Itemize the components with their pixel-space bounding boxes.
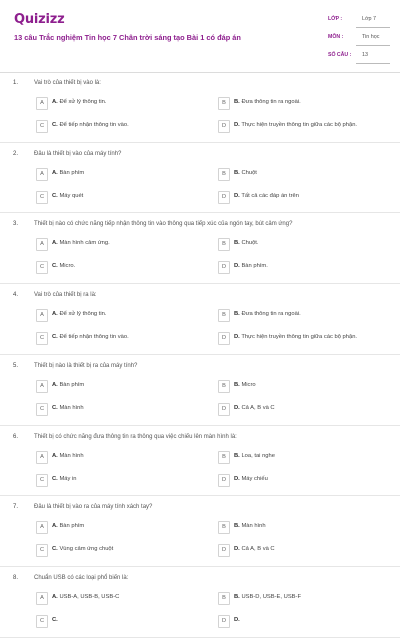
meta-value: Tin học (362, 34, 380, 40)
meta-row-class (320, 12, 390, 30)
answer-option-d[interactable] (218, 120, 388, 133)
option-label: Thực hiện truyền thông tin giữa các bộ phận. (241, 334, 358, 341)
option-text (52, 523, 84, 529)
option-label: Bàn phím (59, 169, 85, 176)
option-prefix: A. (52, 311, 58, 318)
question-text: Thiết bị nào có chức năng tiếp nhận thông tin vào thông qua tiếp xúc của ngón tay, bút cảm ứng? (34, 221, 293, 228)
option-letter-box: B (218, 238, 230, 251)
answer-option-d[interactable] (218, 544, 388, 557)
option-letter-box: C (36, 191, 48, 204)
option-text (234, 311, 301, 317)
option-letter-box: D (218, 261, 230, 274)
option-prefix: C. (52, 122, 58, 128)
option-letter-box: A (36, 238, 48, 251)
option-text (234, 523, 266, 529)
option-label: Để tiếp nhận thông tin vào. (59, 334, 129, 341)
option-prefix: D. (234, 263, 240, 270)
option-prefix: B. (234, 381, 240, 388)
question-separator (0, 354, 400, 355)
option-label: Máy quét (59, 192, 84, 199)
option-text (52, 240, 110, 246)
answer-option-a[interactable] (36, 380, 206, 393)
question-number: 3. (13, 221, 19, 228)
option-label: USB-D, USB-E, USB-F (241, 593, 302, 600)
option-prefix: D. (234, 122, 240, 128)
option-letter-box: D (218, 403, 230, 416)
question-text: Đâu là thiết bị vào ra của máy tính xách tay? (34, 504, 153, 511)
answer-option-a[interactable] (36, 309, 206, 322)
option-text (52, 546, 113, 552)
option-letter-box: D (218, 615, 230, 628)
option-text (52, 170, 84, 176)
option-letter-box: D (218, 544, 230, 557)
worksheet-title: 13 câu Trắc nghiệm Tin học 7 Chân trời sáng tạo Bài 1 có đáp án (14, 33, 241, 42)
option-label: Bàn phím (59, 523, 85, 530)
option-letter-box: A (36, 309, 48, 322)
option-label: Thực hiện truyền thông tin giữa các bộ phận. (241, 122, 358, 128)
option-label: Màn hình cảm ứng. (59, 240, 110, 247)
option-letter-box: A (36, 97, 48, 110)
option-label: Màn hình (59, 404, 84, 411)
option-text (52, 617, 58, 623)
option-prefix: C. (52, 404, 58, 411)
answer-option-c[interactable] (36, 261, 206, 274)
question-separator (0, 425, 400, 426)
option-prefix: B. (234, 593, 240, 600)
option-label: Máy in (59, 475, 77, 482)
option-letter-box: C (36, 474, 48, 487)
option-label: Để tiếp nhận thông tin vào. (59, 122, 129, 128)
header-divider (0, 72, 400, 73)
option-prefix: C. (52, 263, 58, 270)
option-label: Vùng cảm ứng chuột (59, 546, 114, 553)
option-text (52, 476, 77, 482)
question-separator (0, 142, 400, 143)
option-prefix: C. (52, 192, 58, 199)
question-separator (0, 637, 400, 638)
meta-value: 13 (362, 52, 368, 58)
question-text: Thiết bị có chức năng đưa thông tin ra thông qua việc chiếu lên màn hình là: (34, 433, 237, 440)
worksheet-meta (320, 12, 390, 66)
option-text (52, 405, 84, 411)
option-text (234, 334, 357, 340)
option-letter-box: B (218, 97, 230, 110)
option-label: Để xử lý thông tin. (59, 99, 107, 105)
answer-option-c[interactable] (36, 120, 206, 133)
answer-option-a[interactable] (36, 238, 206, 251)
option-letter-box: B (218, 380, 230, 393)
option-text (52, 334, 129, 340)
option-letter-box: C (36, 615, 48, 628)
option-prefix: B. (234, 452, 240, 459)
answer-option-c[interactable] (36, 403, 206, 416)
answer-option-c[interactable] (36, 544, 206, 557)
meta-row-subject (320, 30, 390, 48)
question-item (0, 151, 400, 217)
question-number: 2. (13, 150, 19, 157)
option-letter-box: A (36, 592, 48, 605)
option-text (234, 453, 275, 459)
option-text (52, 122, 129, 128)
question-item (0, 221, 400, 287)
answer-option-c[interactable] (36, 474, 206, 487)
option-label: Micro (241, 381, 256, 388)
option-prefix: B. (234, 99, 240, 105)
option-letter-box: D (218, 191, 230, 204)
option-text (52, 594, 119, 600)
option-label: Loa, tai nghe (241, 452, 275, 459)
option-prefix: A. (52, 523, 58, 530)
option-text (234, 240, 259, 246)
option-prefix: C. (52, 475, 58, 482)
option-letter-box: C (36, 261, 48, 274)
option-label: Bàn phím (59, 381, 85, 388)
option-label: Micro. (59, 263, 76, 270)
option-label: Máy chiếu (241, 475, 268, 482)
option-prefix: D. (234, 616, 240, 623)
option-letter-box: C (36, 544, 48, 557)
option-letter-box: C (36, 332, 48, 345)
question-separator (0, 283, 400, 284)
option-text (52, 263, 75, 269)
answer-option-d[interactable] (218, 474, 388, 487)
question-item (0, 575, 400, 641)
question-text: Vai trò của thiết bị vào là: (34, 80, 101, 86)
answer-option-c[interactable] (36, 615, 206, 628)
question-number: 6. (13, 433, 19, 440)
answer-option-a[interactable] (36, 521, 206, 534)
question-item (0, 363, 400, 429)
answer-option-b[interactable] (218, 592, 388, 605)
option-text (234, 476, 268, 482)
option-prefix: C. (52, 546, 58, 553)
answer-option-d[interactable] (218, 403, 388, 416)
worksheet-header (0, 0, 400, 72)
question-separator (0, 566, 400, 567)
option-text (234, 99, 301, 105)
option-prefix: A. (52, 169, 58, 176)
option-label: USB-A, USB-B, USB-C (59, 593, 120, 600)
question-text: Chuẩn USB có các loại phổ biến là: (34, 574, 129, 581)
option-letter-box: A (36, 451, 48, 464)
option-letter-box: B (218, 309, 230, 322)
option-text (52, 99, 107, 105)
answer-option-d[interactable] (218, 615, 388, 628)
answer-option-a[interactable] (36, 97, 206, 110)
option-letter-box: C (36, 403, 48, 416)
question-text: Đâu là thiết bị vào của máy tính? (34, 150, 122, 157)
option-label: Màn hình (59, 452, 84, 459)
option-prefix: A. (52, 240, 58, 247)
question-separator (0, 212, 400, 213)
answer-option-d[interactable] (218, 261, 388, 274)
question-item (0, 80, 400, 146)
question-text: Thiết bị nào là thiết bị ra của máy tính? (34, 362, 138, 369)
option-prefix: D. (234, 192, 240, 199)
meta-row-count (320, 48, 390, 66)
answer-option-b[interactable] (218, 451, 388, 464)
answer-option-c[interactable] (36, 332, 206, 345)
option-text (52, 382, 84, 388)
option-label: Để xử lý thông tin. (59, 311, 107, 318)
option-text (234, 546, 275, 552)
option-letter-box: D (218, 474, 230, 487)
option-letter-box: C (36, 120, 48, 133)
meta-label: LỚP : (328, 16, 343, 22)
option-letter-box: B (218, 168, 230, 181)
answer-option-b[interactable] (218, 521, 388, 534)
question-number: 8. (13, 574, 19, 581)
meta-underline (356, 27, 390, 28)
option-letter-box: D (218, 332, 230, 345)
option-label: Màn hình (241, 523, 266, 530)
option-text (234, 382, 256, 388)
option-prefix: A. (52, 381, 58, 388)
answer-option-b[interactable] (218, 168, 388, 181)
answer-option-d[interactable] (218, 332, 388, 345)
question-number: 4. (13, 292, 19, 299)
option-prefix: D. (234, 404, 240, 411)
option-prefix: B. (234, 240, 240, 247)
question-number: 7. (13, 504, 19, 511)
meta-value: Lớp 7 (362, 16, 377, 22)
answer-option-c[interactable] (36, 191, 206, 204)
option-text (234, 122, 357, 128)
option-letter-box: A (36, 380, 48, 393)
answer-option-b[interactable] (218, 238, 388, 251)
option-letter-box: B (218, 451, 230, 464)
quizizz-logo: Quizizz (14, 12, 65, 27)
option-letter-box: B (218, 521, 230, 534)
option-prefix: D. (234, 475, 240, 482)
answer-option-a[interactable] (36, 168, 206, 181)
option-text (234, 405, 275, 411)
option-prefix: B. (234, 169, 240, 176)
option-text (234, 193, 299, 199)
meta-label: MÔN : (328, 34, 344, 40)
option-prefix: A. (52, 452, 58, 459)
option-text (234, 617, 240, 623)
option-prefix: D. (234, 546, 240, 553)
option-label: Cả A, B và C (241, 546, 275, 553)
option-letter-box: A (36, 168, 48, 181)
option-letter-box: D (218, 120, 230, 133)
question-number: 1. (13, 80, 19, 86)
option-label: Chuột. (241, 240, 259, 247)
question-item (0, 292, 400, 358)
question-item (0, 504, 400, 570)
answer-option-a[interactable] (36, 451, 206, 464)
question-item (0, 434, 400, 500)
option-prefix: C. (52, 616, 58, 623)
option-label: Chuột (241, 169, 257, 176)
meta-underline (356, 45, 390, 46)
option-prefix: B. (234, 523, 240, 530)
answer-option-b[interactable] (218, 97, 388, 110)
meta-underline (356, 63, 390, 64)
meta-label: SỐ CÂU : (328, 52, 352, 58)
question-separator (0, 495, 400, 496)
answer-option-a[interactable] (36, 592, 206, 605)
option-text (52, 193, 83, 199)
option-text (52, 311, 107, 317)
option-text (234, 594, 301, 600)
option-label: Cả A, B và C (241, 404, 275, 411)
option-label: Đưa thông tin ra ngoài. (241, 99, 301, 105)
answer-option-b[interactable] (218, 380, 388, 393)
option-prefix: C. (52, 334, 58, 341)
option-text (52, 453, 84, 459)
option-label: Đưa thông tin ra ngoài. (241, 311, 301, 318)
option-label: Tất cả các đáp án trên (241, 192, 300, 199)
option-prefix: A. (52, 593, 58, 600)
option-label: Bàn phím. (241, 263, 268, 270)
question-number: 5. (13, 362, 19, 369)
option-text (234, 170, 257, 176)
option-prefix: B. (234, 311, 240, 318)
option-prefix: D. (234, 334, 240, 341)
option-text (234, 263, 268, 269)
answer-option-d[interactable] (218, 191, 388, 204)
question-text: Vai trò của thiết bị ra là: (34, 292, 97, 299)
answer-option-b[interactable] (218, 309, 388, 322)
option-letter-box: A (36, 521, 48, 534)
option-prefix: A. (52, 99, 58, 105)
option-letter-box: B (218, 592, 230, 605)
